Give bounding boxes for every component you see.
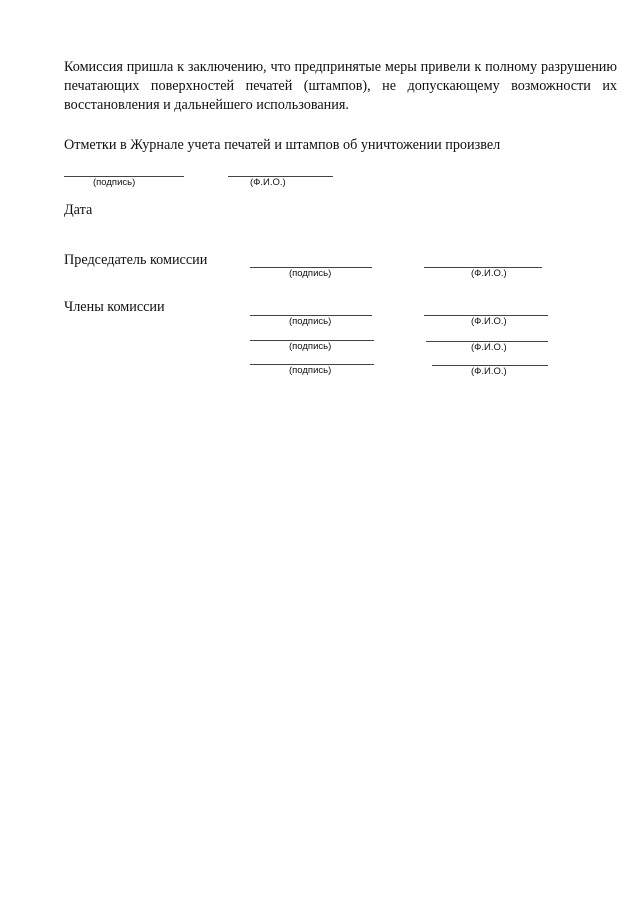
chairman-name-line [424, 267, 542, 285]
journal-signature-caption: (подпись) [93, 177, 136, 188]
member-3-signature-caption: (подпись) [289, 365, 332, 376]
member-3-name-caption: (Ф.И.О.) [471, 366, 507, 377]
journal-name-line [228, 176, 333, 194]
chairman-signature-line [250, 267, 372, 285]
chairman-signature-caption: (подпись) [289, 268, 332, 279]
chairman-label: Председатель комиссии [64, 252, 208, 268]
journal-signature-line [64, 176, 184, 194]
conclusion-paragraph: Комиссия пришла к заключению, что предпринятые меры привели к полному разрушению печатающих поверхностей печатей (штампов), не допускающему возможности их восстановления и дальнейшего использования. [64, 59, 617, 113]
journal-name-caption: (Ф.И.О.) [250, 177, 286, 188]
member-2-signature-caption: (подпись) [289, 341, 332, 352]
member-3-signature-line [250, 364, 374, 382]
journal-note: Отметки в Журнале учета печатей и штампов об уничтожении произвел [64, 137, 501, 153]
date-label: Дата [64, 202, 93, 218]
chairman-name-caption: (Ф.И.О.) [471, 268, 507, 279]
member-1-signature-caption: (подпись) [289, 316, 332, 327]
member-1-signature-line [250, 315, 372, 333]
member-2-name-line [426, 341, 548, 359]
members-label: Члены комиссии [64, 299, 165, 315]
member-1-name-caption: (Ф.И.О.) [471, 316, 507, 327]
member-3-name-line [432, 365, 548, 383]
member-2-signature-line [250, 340, 374, 358]
member-1-name-line [424, 315, 548, 333]
member-2-name-caption: (Ф.И.О.) [471, 342, 507, 353]
